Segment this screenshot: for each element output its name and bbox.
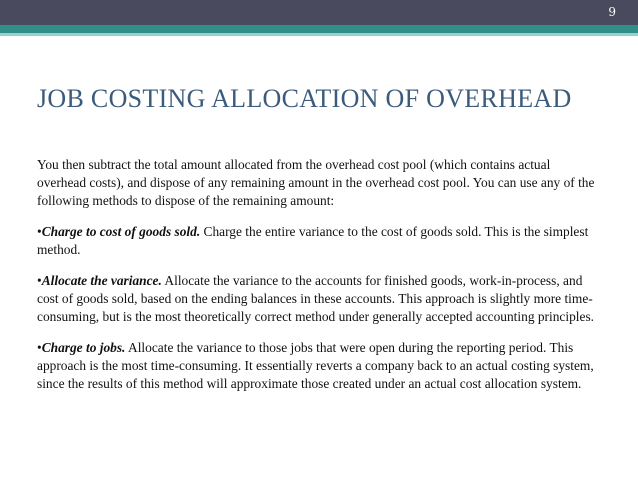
- bullet-lead: Charge to jobs.: [41, 340, 126, 355]
- bullet-allocate-variance: [37, 272, 602, 326]
- bullet-marker: •: [37, 340, 42, 355]
- header-accent-line: [0, 33, 638, 36]
- bullet-lead: Charge to cost of goods sold.: [41, 224, 201, 239]
- intro-paragraph: You then subtract the total amount allocated from the overhead cost pool (which contains actual overhead costs), and dispose of any remaining amount in the overhead cost pool. You can use any of the following methods to dispose of the remaining amount:: [37, 157, 595, 208]
- slide-body: [37, 156, 602, 406]
- bullet-text: Allocate the variance to the accounts for finished goods, work-in-process, and cost of goods sold, based on the ending balances in these accounts. This approach is slightly more time-consuming, but is the most theoretically correct method under generally accepted accounting principles.: [37, 273, 595, 324]
- bullet-charge-to-jobs: [37, 339, 602, 393]
- header-accent-stripe: [0, 25, 638, 33]
- bullet-text: Allocate the variance to those jobs that were open during the reporting period. This approach is the most time-consuming. It essentially reverts a company back to an actual costing system, since the results of this method will approximate those created under an actual cost allocation system.: [37, 340, 594, 391]
- header-bar: [0, 0, 638, 25]
- bullet-charge-to-cogs: [37, 223, 602, 259]
- bullet-marker: •: [37, 224, 42, 239]
- slide-title: JOB COSTING ALLOCATION OF OVERHEAD: [37, 84, 572, 113]
- page-number: 9: [608, 5, 616, 19]
- bullet-text: Charge the entire variance to the cost of goods sold. This is the simplest method.: [37, 224, 589, 257]
- bullet-marker: •: [37, 273, 42, 288]
- bullet-lead: Allocate the variance.: [41, 273, 162, 288]
